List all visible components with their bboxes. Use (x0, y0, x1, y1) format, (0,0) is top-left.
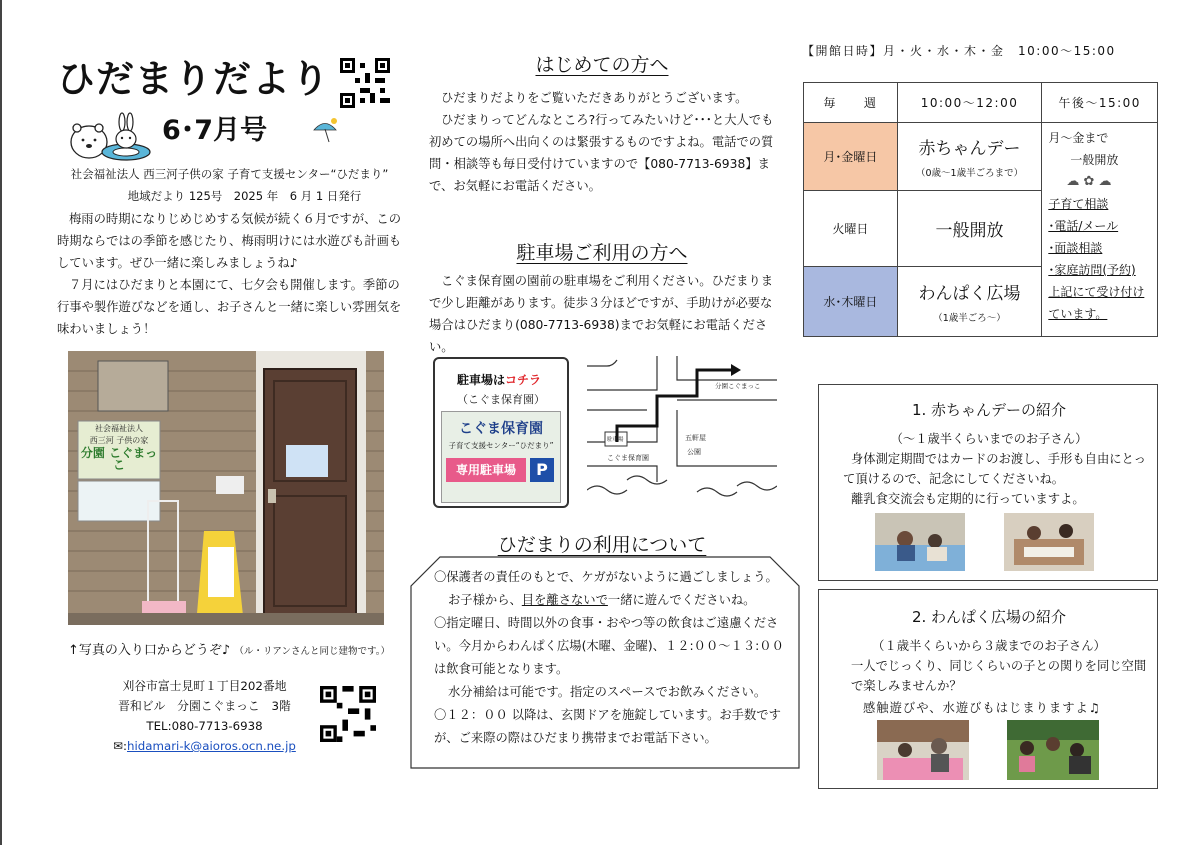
side-line-8: ています。 (1048, 307, 1108, 321)
publication-info: 地域だより 125号 2025 年 6 月 1 日発行 (127, 189, 362, 203)
parking-text (429, 270, 784, 358)
baby-day-card-text-2: 離乳食交流会も定期的に行っていますよ。 (851, 492, 1085, 506)
baby-day-photo-1 (875, 513, 965, 571)
parking-paragraph: こぐま保育園の園前の駐車場をご利用ください。ひだまりまで少し距離があります。徒歩３分ほどですが、手助けが必要な場合はひだまり(080-7713-6938)までお気軽にお電話ください。 (429, 274, 774, 354)
intro-text (57, 208, 402, 340)
map-label-e: 駐車場 (607, 437, 624, 443)
schedule-event-open: 一般開放 (897, 191, 1042, 267)
usage-rule-1b-post: 一緒に遊んでくださいね。 (607, 593, 756, 607)
schedule-head-every: 毎 週 (804, 83, 898, 123)
first-time-paragraph-1: ひだまりだよりをご覧いただきありがとうございます。 (441, 91, 748, 105)
baby-day-card-title: 1. 赤ちゃんデーの紹介 (911, 401, 1067, 419)
side-line-4: ･電話/メール (1048, 219, 1119, 233)
cloud-flower-icon: ☁ ✿ ☁ (1066, 174, 1112, 189)
first-time-paragraph-2: ひだまりってどんなところ?行ってみたいけど･･･と大人でも初めての場所へ出向くのは緊張するものですよね。電話での質問・相談等も毎日受付けていますので【080-7713-6938】まで、お気軽にお電話ください。 (429, 113, 774, 193)
schedule-afternoon-info (1042, 123, 1158, 337)
usage-rule-1b-pre: お子様から、 (448, 593, 522, 607)
wanpaku-age: （1歳半ごろ～） (933, 313, 1006, 324)
baby-day-age: （0歳～1歳半ごろまで） (915, 168, 1024, 179)
map-label-a: 分園こぐまっこ (715, 382, 761, 390)
baby-day-card (818, 384, 1158, 581)
usage-rule-1b (434, 589, 784, 612)
parking-sign-label: 専用駐車場 (446, 458, 526, 482)
schedule-day-wed-thu: 水･木曜日 (804, 267, 898, 337)
parking-sign-name: こぐま保育園 (459, 421, 543, 437)
parking-label-text: 駐車場は (457, 373, 506, 387)
bear-and-rabbit-mascot-icon (64, 112, 154, 162)
photo-caption-text: ↑写真の入り口からどうぞ♪ (68, 643, 231, 658)
usage-heading: ひだまりの利用について (497, 534, 707, 556)
wanpaku-label: わんぱく広場 (918, 284, 1021, 304)
wanpaku-card-text-2: 感触遊びや、水遊びもはじまりますよ♫ (863, 701, 1101, 715)
schedule-event-baby-day (897, 123, 1042, 191)
address-line-1: 刈谷市富士見町１丁目202番地 (122, 679, 287, 693)
phone-number: TEL:080-7713-6938 (146, 719, 263, 733)
usage-rule-1: 〇保護者の責任のもとで、ケガがないように過ごしましょう。 (434, 570, 778, 584)
wanpaku-photo-1 (877, 720, 969, 780)
photo-caption-note: （ル・リアンさんと同じ建物です。） (234, 646, 390, 657)
side-line-5: ･面談相談 (1048, 241, 1103, 255)
opening-hours: 【開館日時】月・火・水・木・金 10:00～15:00 (802, 44, 1116, 58)
entrance-photo (68, 351, 384, 625)
parking-label-highlight: コチラ (505, 373, 542, 387)
intro-paragraph-1: 梅雨の時期になりじめじめする気候が続く６月ですが、この時期ならではの季節を感じたり、梅雨明けには水遊びも計画もしています。ぜひ一緒に楽しみましょうね♪ (57, 212, 402, 270)
map-label-b: 五軒屋 (685, 434, 706, 442)
side-line-3: 子育て相談 (1048, 197, 1109, 211)
side-line-1: 月～金まで (1048, 131, 1109, 145)
parking-sign-sub: 子育て支援センター“ひだまり” (448, 441, 554, 450)
schedule-head-afternoon: 午後～15:00 (1042, 83, 1158, 123)
parking-sign (441, 411, 561, 503)
side-line-2: 一般開放 (1070, 153, 1119, 167)
side-line-7: 上記にて受け付け (1048, 285, 1145, 299)
address-line-2: 晋和ビル 分園こぐまっこ 3階 (118, 699, 291, 713)
wanpaku-photo-2 (1007, 720, 1099, 780)
mail-icon: ✉: (113, 739, 128, 753)
email-link[interactable]: hidamari-k@aioros.ocn.ne.jp (127, 739, 296, 753)
usage-rule-1b-underline: 目を離さないで (521, 593, 608, 607)
first-time-heading: はじめての方へ (535, 54, 669, 76)
address-block (102, 676, 307, 756)
baby-day-card-sub: （～１歳半くらいまでのお子さん） (890, 432, 1088, 446)
photo-sign-line1: 社会福祉法人 (95, 424, 143, 433)
photo-caption (68, 639, 398, 658)
newsletter-title: ひだまりだより (57, 57, 331, 101)
wanpaku-card-sub: （１歳半くらいから３歳までのお子さん） (872, 639, 1106, 653)
intro-paragraph-2: ７月にはひだまりと本園にて、七夕会も開催します。季節の行事や製作遊びなどを通し、お子さんと一緒に楽しい雰囲気を味わいましょう！ (57, 278, 402, 336)
wanpaku-card (818, 589, 1158, 789)
weekly-schedule-table (803, 82, 1158, 337)
qr-code-icon (320, 686, 376, 742)
schedule-head-morning: 10:00～12:00 (897, 83, 1042, 123)
schedule-day-tue: 火曜日 (804, 191, 898, 267)
photo-sign-line2: 西三河 子供の家 (89, 436, 149, 445)
side-line-6: ･家庭訪問(予約) (1048, 263, 1136, 277)
map-label-c: 公園 (687, 448, 701, 456)
parking-heading: 駐車場ご利用の方へ (516, 242, 688, 264)
parking-route-map (587, 356, 777, 506)
first-time-text (429, 87, 784, 197)
schedule-day-mon-fri: 月･金曜日 (804, 123, 898, 191)
qr-code-icon (340, 58, 390, 108)
baby-day-photo-2 (1004, 513, 1094, 571)
baby-day-card-text-1: 身体測定期間ではカードのお渡し、手形も自由にとって頂けるので、記念にしてくださいね。 (843, 452, 1146, 486)
baby-day-label: 赤ちゃんデー (918, 139, 1021, 159)
parking-photo-card (433, 357, 569, 508)
photo-sign-line3: 分園 こぐまっこ (80, 446, 158, 472)
email-row (102, 736, 307, 756)
map-label-d: こぐま保育園 (607, 454, 649, 462)
organization-name: 社会福祉法人 西三河子供の家 子育て支援センター“ひだまり” (70, 167, 389, 181)
issue-number: 6･7月号 (162, 115, 268, 146)
usage-rule-3: 〇１２：００ 以降は、玄関ドアを施錠しています。お手数ですが、ご来際の際はひだまり携帯までお電話下さい。 (434, 708, 781, 745)
usage-rule-2b: 水分補給は可能です。指定のスペースでお飲みください。 (448, 685, 767, 699)
parking-label-sub: （こぐま保育園） (457, 393, 545, 406)
schedule-event-wanpaku (897, 267, 1042, 337)
usage-rule-2: 〇指定曜日、時間以外の食事・おやつ等の飲食はご遠慮ください。今月からわんぱく広場(木曜、金曜)、１２:００～１３:００は飲食可能となります。 (434, 616, 784, 676)
wanpaku-card-text-1: 一人でじっくり、同じくらいの子との関りを同じ空間で楽しみませんか？ (851, 659, 1147, 693)
parking-p-icon: P (530, 458, 554, 482)
parking-label (457, 371, 541, 388)
umbrella-icon (310, 115, 340, 145)
usage-rules (434, 566, 784, 750)
wanpaku-card-title: 2. わんぱく広場の紹介 (911, 608, 1067, 626)
